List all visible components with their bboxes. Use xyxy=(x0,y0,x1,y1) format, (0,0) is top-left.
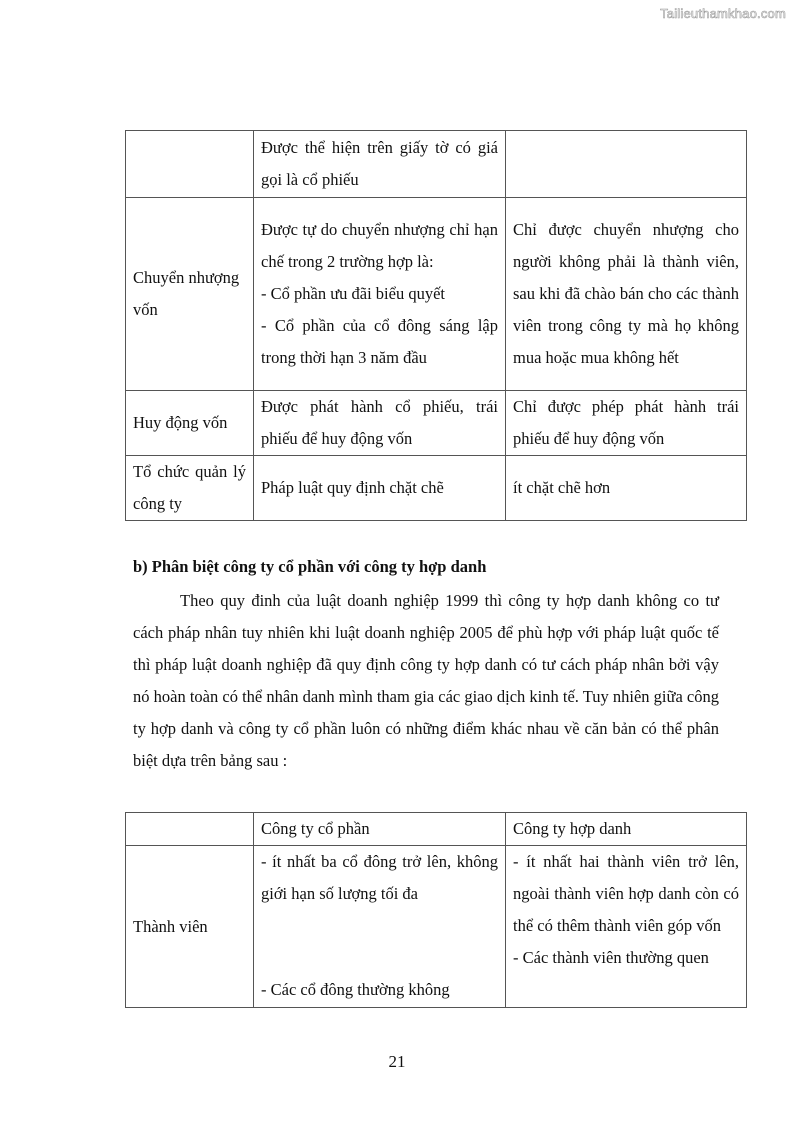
cell-line: - Cổ phần của cổ đông sáng lập trong thời hạn 3 năm đầu xyxy=(261,316,498,367)
cell-llc: Chỉ được chuyển nhượng cho người không phải là thành viên, sau khi đã chào bán cho các thành viên trong công ty mà họ không mua hoặc mua không hết xyxy=(506,198,747,391)
header-cell xyxy=(126,813,254,846)
comparison-table xyxy=(125,812,747,1008)
header-cell: Công ty hợp danh xyxy=(506,813,747,846)
cell-line: - Cổ phần ưu đãi biểu quyết xyxy=(261,284,445,303)
row-label: Thành viên xyxy=(126,846,254,1008)
cell-partnership xyxy=(506,846,747,1008)
watermark: Tailieuthamkhao.com xyxy=(660,6,786,21)
cell-text: - ít nhất ba cổ đông trở lên, không giới hạn số lượng tối đa xyxy=(261,852,498,903)
cell-line: Được tự do chuyển nhượng chỉ hạn chế trong 2 trường hợp là: xyxy=(261,220,498,271)
table-row xyxy=(126,846,747,1008)
table-row xyxy=(126,198,747,391)
cell-text: - Các thành viên thường quen xyxy=(513,948,709,967)
cell-joint-stock xyxy=(254,198,506,391)
cell-llc xyxy=(506,131,747,198)
cell-llc: Chỉ được phép phát hành trái phiếu để huy động vốn xyxy=(506,391,747,456)
cell-joint-stock: Pháp luật quy định chặt chẽ xyxy=(254,456,506,521)
table-row xyxy=(126,456,747,521)
row-label: Chuyển nhượng vốn xyxy=(126,198,254,391)
row-label: Huy động vốn xyxy=(126,391,254,456)
spacer xyxy=(261,910,498,942)
cell-joint-stock xyxy=(254,846,506,1008)
cell-text: - Các cổ đông thường không xyxy=(261,980,450,999)
row-label xyxy=(126,131,254,198)
comparison-table-continued xyxy=(125,130,747,521)
table-row xyxy=(126,391,747,456)
page-number: 21 xyxy=(388,1052,406,1071)
body-paragraph: Theo quy đinh của luật doanh nghiệp 1999 thì công ty hợp danh không co tư cách pháp nhân tuy nhiên khi luật doanh nghiệp 2005 để phù hợp với pháp luật quốc tế thì pháp luật doanh nghiệp đã quy định công ty hợp danh có tư cách pháp nhân bởi vậy nó hoàn toàn có thể nhân danh mình tham gia các giao dịch kinh tế. Tuy nhiên giữa công ty hợp danh và công ty cổ phần luôn có những điểm khác nhau về căn bản có thể phân biệt dựa trên bảng sau : xyxy=(133,591,719,770)
table-row xyxy=(126,131,747,198)
cell-joint-stock: Được thể hiện trên giấy tờ có giá gọi là cổ phiếu xyxy=(254,131,506,198)
cell-llc: ít chặt chẽ hơn xyxy=(506,456,747,521)
row-label: Tổ chức quản lý công ty xyxy=(126,456,254,521)
header-cell: Công ty cổ phần xyxy=(254,813,506,846)
spacer xyxy=(261,942,498,974)
section-heading: b) Phân biệt công ty cổ phần với công ty hợp danh xyxy=(133,557,487,576)
cell-joint-stock: Được phát hành cổ phiếu, trái phiếu để huy động vốn xyxy=(254,391,506,456)
cell-text: - ít nhất hai thành viên trở lên, ngoài thành viên hợp danh còn có thể có thêm thành viên góp vốn xyxy=(513,852,739,935)
table-header-row xyxy=(126,813,747,846)
